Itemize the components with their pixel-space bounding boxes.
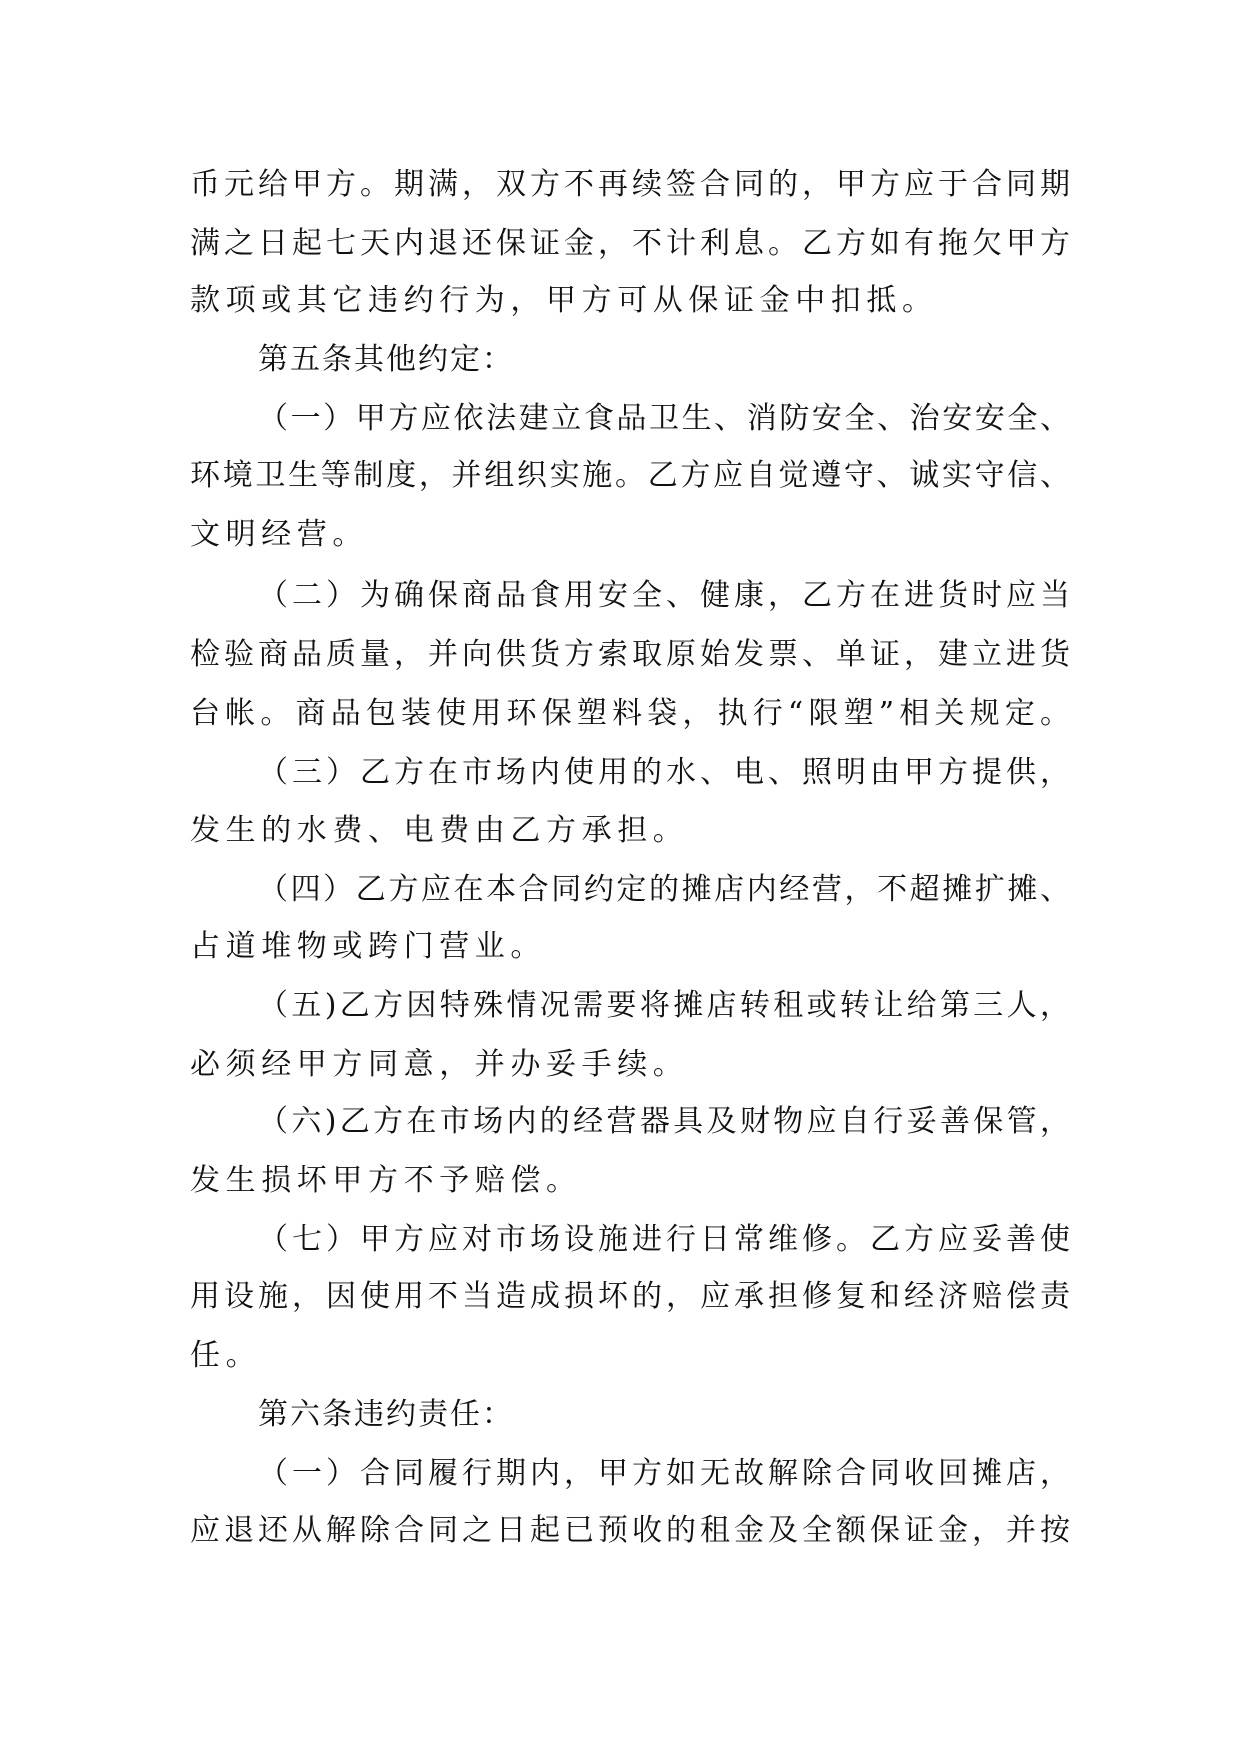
article-5-item-1-line-1: （一）甲方应依法建立食品卫生、消防安全、治安安全、: [258, 401, 1070, 436]
article-5-item-5-line-2: 必须经甲方同意，并办妥手续。: [190, 1047, 689, 1082]
article-5-item-1-line-3: 文明经营。: [190, 517, 368, 552]
article-5-item-6-line-1: （六)乙方在市场内的经营器具及财物应自行妥善保管，: [258, 1104, 1070, 1139]
article-5-item-3-line-2: 发生的水费、电费由乙方承担。: [190, 813, 689, 848]
article-5-heading: 第五条其他约定：: [258, 342, 514, 377]
article-6-item-1-line-2: 应退还从解除合同之日起已预收的租金及全额保证金，并按: [190, 1513, 1070, 1548]
article-5-item-2-line-1: （二）为确保商品食用安全、健康，乙方在进货时应当: [258, 578, 1070, 613]
article-5-item-4-line-1: （四）乙方应在本合同约定的摊店内经营，不超摊扩摊、: [258, 872, 1070, 907]
body-line-1: 币元给甲方。期满，双方不再续签合同的，甲方应于合同期: [190, 167, 1070, 202]
article-5-item-7-line-1: （七）甲方应对市场设施进行日常维修。乙方应妥善使: [258, 1222, 1070, 1257]
body-line-2: 满之日起七天内退还保证金，不计利息。乙方如有拖欠甲方: [190, 226, 1070, 261]
article-5-item-1-line-2: 环境卫生等制度，并组织实施。乙方应自觉遵守、诚实守信、: [190, 458, 1070, 493]
article-5-item-7-line-2: 用设施，因使用不当造成损坏的，应承担修复和经济赔偿责: [190, 1279, 1070, 1314]
article-5-item-2-line-3: 台帐。商品包装使用环保塑料袋，执行“限塑”相关规定。: [190, 696, 1070, 731]
article-6-heading: 第六条违约责任：: [258, 1397, 514, 1432]
article-6-item-1-line-1: （一）合同履行期内，甲方如无故解除合同收回摊店，: [258, 1456, 1070, 1491]
article-5-item-2-line-2: 检验商品质量，并向供货方索取原始发票、单证，建立进货: [190, 637, 1070, 672]
article-5-item-6-line-2: 发生损坏甲方不予赔偿。: [190, 1163, 582, 1198]
body-line-3: 款项或其它违约行为，甲方可从保证金中扣抵。: [190, 283, 938, 318]
article-5-item-4-line-2: 占道堆物或跨门营业。: [190, 929, 546, 964]
article-5-item-7-line-3: 任。: [190, 1338, 262, 1373]
article-5-item-3-line-1: （三）乙方在市场内使用的水、电、照明由甲方提供，: [258, 755, 1070, 790]
article-5-item-5-line-1: （五)乙方因特殊情况需要将摊店转租或转让给第三人，: [258, 988, 1070, 1023]
